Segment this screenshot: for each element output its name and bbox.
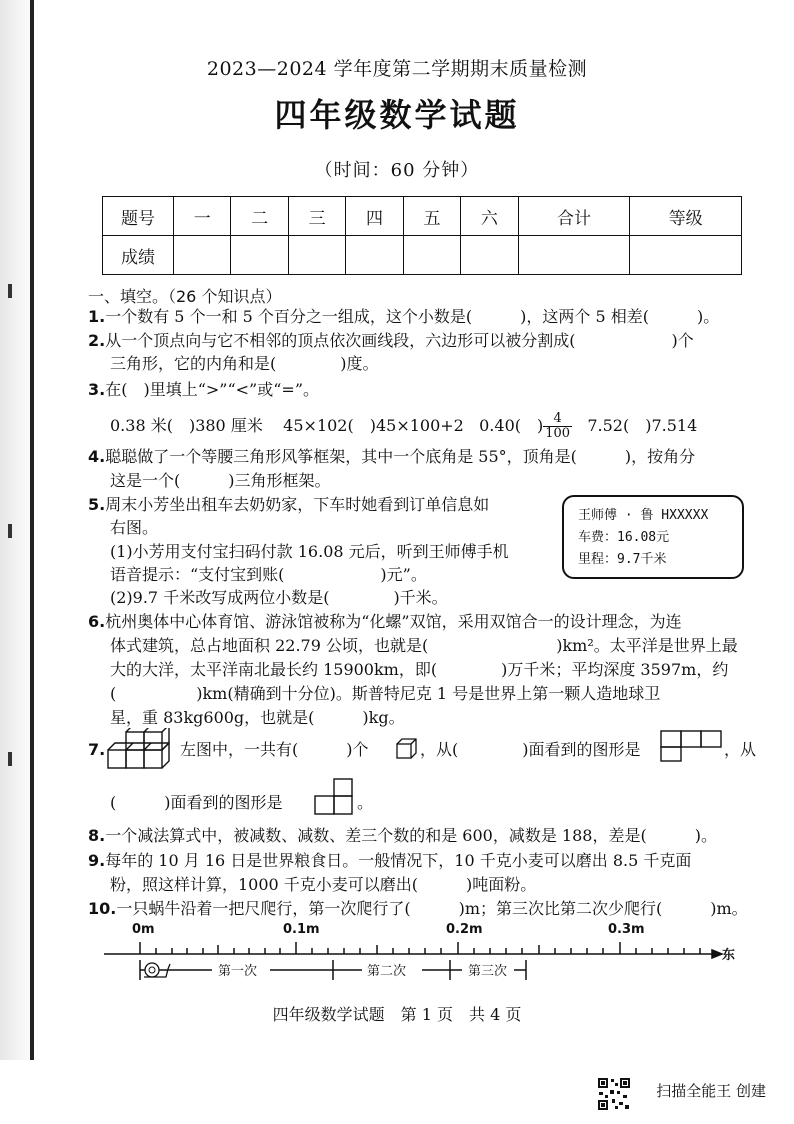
score-cell: 三 (288, 197, 345, 236)
ruler-tick-label: 0.2m (446, 922, 483, 937)
question-8: 8.一个减法算式中，被减数、减数、差三个数的和是 600，减数是 188，差是( )。 (88, 826, 717, 845)
binding-mark (8, 284, 12, 298)
score-input-cell[interactable] (630, 236, 742, 275)
question-1: 1.一个数有 5 个一和 5 个百分之一组成，这个小数是( )，这两个 5 相差( )。 (88, 307, 720, 326)
receipt-fare: 车费：16.08元 (578, 530, 670, 545)
question-4-cont: 这是一个( )三角形框架。 (110, 471, 331, 490)
score-input-cell[interactable] (346, 236, 403, 275)
score-cell: 合计 (518, 197, 630, 236)
scanner-watermark: 扫描全能王 创建 (656, 1082, 766, 1100)
question-6-cont: ( )km(精确到十分位)。斯普特尼克 1 号是世界上第一颗人造地球卫 (110, 684, 661, 703)
score-cell: 一 (174, 197, 231, 236)
score-cell: 六 (461, 197, 518, 236)
segment-label: 第一次 (218, 964, 258, 979)
question-7-text: 左图中，一共有( )个 (180, 740, 369, 759)
question-5-cont: 右图。 (110, 518, 159, 537)
ruler-tick-label: 0.1m (283, 922, 320, 937)
qr-code-icon (597, 1077, 631, 1111)
taxi-receipt (562, 495, 744, 579)
page-title: 四年级数学试题 (274, 96, 520, 134)
score-cell: 二 (231, 197, 288, 236)
question-5-sub2: (2)9.7 千米改写成两位小数是( )千米。 (110, 588, 448, 607)
score-input-cell[interactable] (174, 236, 231, 275)
score-cell: 成绩 (103, 236, 174, 275)
score-input-cell[interactable] (518, 236, 630, 275)
question-6-cont: 体式建筑，总占地面积 22.79 公顷，也就是( )km²。太平洋是世界上最 (110, 636, 738, 655)
question-4: 4.聪聪做了一个等腰三角形风筝框架，其中一个底角是 55°，顶角是( )，按角分 (88, 447, 696, 466)
score-value-row (103, 236, 742, 275)
score-header-row (103, 197, 742, 236)
question-5-sub1: (1)小芳用支付宝扫码付款 16.08 元后，听到王师傅手机 (110, 542, 509, 561)
segment-label: 第三次 (468, 964, 508, 979)
section-heading: 一、填空。（26 个知识点） (88, 287, 282, 306)
question-9: 9.每年的 10 月 16 日是世界粮食日。一般情况下，10 千克小麦可以磨出 8.5 千克面 (88, 851, 692, 870)
score-cell: 等级 (630, 197, 742, 236)
question-7-cont: ( )面看到的图形是 (110, 793, 283, 812)
fraction: $\frac{4}{100}$ (545, 411, 571, 441)
question-2-cont: 三角形，它的内角和是( )度。 (110, 354, 379, 373)
score-cell: 五 (403, 197, 460, 236)
cube-stack-figure (106, 728, 176, 772)
question-9-cont: 粉，照这样计算，1000 千克小麦可以磨出( )吨面粉。 (110, 875, 537, 894)
view-shape-grid (313, 778, 355, 816)
score-input-cell[interactable] (288, 236, 345, 275)
receipt-distance: 里程：9.7千米 (578, 552, 667, 567)
question-7-end: 。 (357, 793, 374, 812)
question-3-items: 0.38 米( )380 厘米 45×102( )45×100+2 0.40( ) $\frac{4}{100}$ 7.52( )7.514 (110, 411, 698, 441)
score-input-cell[interactable] (403, 236, 460, 275)
question-6: 6.杭州奥体中心体育馆、游泳馆被称为“化螺”双馆，采用双馆合一的设计理念，为连 (88, 612, 682, 631)
score-input-cell[interactable] (461, 236, 518, 275)
ruler-diagram (100, 936, 740, 986)
score-table (102, 196, 742, 275)
ruler-tick-label: 0m (132, 922, 155, 937)
score-input-cell[interactable] (231, 236, 288, 275)
question-5: 5.周末小芳坐出租车去奶奶家，下车时她看到订单信息如 (88, 495, 490, 514)
binding-mark (8, 752, 12, 766)
direction-label: 东 (722, 948, 736, 963)
binding-mark (8, 524, 12, 538)
single-cube-icon (396, 738, 418, 760)
exam-term: 2023—2024 学年度第二学期期末质量检测 (206, 58, 588, 80)
question-3: 3.在( )里填上“>”“<”或“=”。 (88, 380, 320, 399)
score-cell: 四 (346, 197, 403, 236)
question-7-text: ，从 (724, 740, 757, 759)
view-shape-row (660, 730, 722, 762)
question-2: 2.从一个顶点向与它不相邻的顶点依次画线段，六边形可以被分割成( )个 (88, 331, 694, 350)
exam-time: （时间：60 分钟） (314, 160, 480, 181)
question-10: 10.一只蜗牛沿着一把尺爬行，第一次爬行了( )m；第三次比第二次少爬行( )m。 (88, 899, 748, 918)
score-cell: 题号 (103, 197, 174, 236)
question-5-sub1-cont: 语音提示：“支付宝到账( )元”。 (110, 565, 427, 584)
page-footer: 四年级数学试题 第 1 页 共 4 页 (272, 1005, 522, 1024)
segment-label: 第二次 (367, 964, 407, 979)
question-7: 7. (88, 740, 106, 759)
question-7-text: ，从( )面看到的图形是 (420, 740, 641, 759)
question-6-cont: 大的大洋，太平洋南北最长约 15900km，即( )万千米；平均深度 3597m，约 (110, 660, 729, 679)
ruler-tick-label: 0.3m (608, 922, 645, 937)
question-6-cont: 星，重 83kg600g，也就是( )kg。 (110, 708, 405, 727)
receipt-driver: 王师傅 · 鲁 HXXXXX (578, 508, 709, 523)
